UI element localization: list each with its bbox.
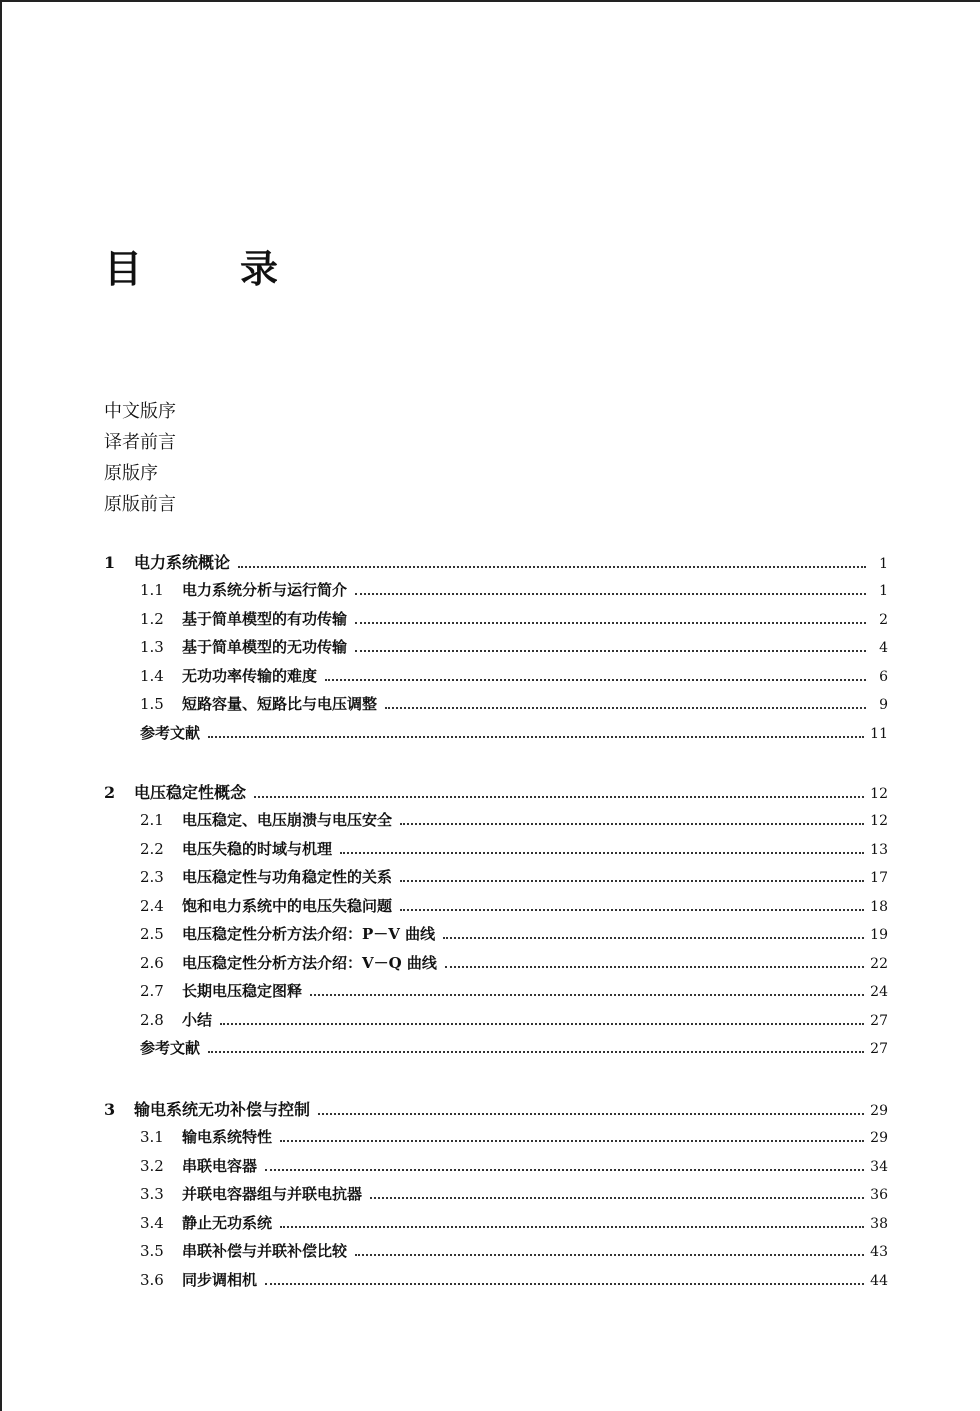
- page-number: 2: [879, 611, 888, 628]
- page-number: 29: [870, 1103, 888, 1119]
- dot-leader: [355, 593, 866, 595]
- toc-section[interactable]: [104, 980, 888, 1009]
- toc-section[interactable]: [104, 608, 888, 637]
- section-title: 小结: [182, 1010, 213, 1029]
- toc-section[interactable]: [104, 895, 888, 924]
- page-number: 43: [870, 1244, 888, 1260]
- toc-section[interactable]: [104, 923, 888, 952]
- chapter-title: 输电系统无功补偿与控制: [134, 1100, 311, 1119]
- toc-section[interactable]: [104, 1183, 888, 1212]
- section-title: 并联电容器组与并联电抗器: [182, 1185, 363, 1203]
- page-number: 18: [870, 898, 888, 915]
- page-border-left: [0, 0, 2, 1411]
- dot-leader: [265, 1283, 864, 1285]
- dot-leader: [220, 1023, 864, 1025]
- section-title: 基于简单模型的无功传输: [182, 638, 348, 656]
- page-number: 27: [870, 1041, 888, 1057]
- section-title: 电力系统分析与运行简介: [182, 581, 348, 599]
- toc-section[interactable]: [104, 1009, 888, 1038]
- section-title: 电压稳定性与功角稳定性的关系: [182, 868, 393, 886]
- toc-chapter-heading[interactable]: [104, 1097, 888, 1126]
- toc-section[interactable]: [104, 1212, 888, 1241]
- toc-chapter-2: [104, 780, 888, 1066]
- toc-section[interactable]: [104, 1269, 888, 1298]
- chapter-number: 2: [104, 783, 116, 802]
- dot-leader: [318, 1113, 864, 1115]
- section-number: 2.3: [140, 868, 164, 886]
- section-number: 1.1: [140, 581, 164, 599]
- chapter-title: 电压稳定性概念: [134, 783, 247, 802]
- page-number: 44: [870, 1272, 888, 1289]
- section-number: 1.3: [140, 638, 164, 656]
- dot-leader: [370, 1197, 864, 1199]
- page-number: 38: [870, 1215, 888, 1232]
- page-number: 29: [870, 1130, 888, 1146]
- section-number: 3.4: [140, 1213, 164, 1232]
- toc-section[interactable]: [104, 665, 888, 694]
- dot-leader: [254, 796, 864, 798]
- references-title: 参考文献: [140, 1039, 201, 1057]
- toc-section[interactable]: [104, 1240, 888, 1269]
- page-number: 36: [870, 1187, 888, 1203]
- dot-leader: [355, 622, 866, 624]
- chapter-number: 3: [104, 1100, 116, 1119]
- page-number: 22: [870, 955, 888, 972]
- dot-leader: [445, 966, 864, 968]
- page-number: 19: [870, 927, 888, 943]
- toc-references[interactable]: [104, 722, 888, 751]
- page-number: 24: [870, 984, 888, 1000]
- toc-section[interactable]: [104, 1126, 888, 1155]
- page-number: 11: [870, 725, 888, 742]
- dot-leader: [400, 909, 864, 911]
- section-title: 基于简单模型的有功传输: [182, 609, 348, 628]
- toc-section[interactable]: [104, 693, 888, 722]
- toc-section[interactable]: [104, 809, 888, 838]
- page-border-top: [0, 0, 980, 2]
- section-title: 电压稳定性分析方法介绍：V－Q 曲线: [182, 953, 437, 972]
- dot-leader: [325, 679, 866, 681]
- section-number: 3.1: [140, 1128, 164, 1146]
- references-title: 参考文献: [140, 723, 201, 742]
- front-matter-item[interactable]: 原版前言: [104, 494, 176, 515]
- section-title: 串联电容器: [182, 1156, 258, 1175]
- section-title: 长期电压稳定图释: [182, 982, 303, 1000]
- section-title: 同步调相机: [182, 1270, 258, 1289]
- dot-leader: [208, 1051, 864, 1053]
- chapter-number: 1: [104, 553, 116, 572]
- section-title: 电压失稳的时域与机理: [182, 839, 333, 858]
- section-number: 2.8: [140, 1010, 164, 1029]
- page-title: 目 录: [104, 247, 309, 291]
- section-number: 2.6: [140, 953, 164, 972]
- page-number: 12: [870, 813, 888, 829]
- dot-leader: [238, 566, 866, 568]
- page-number: 27: [870, 1012, 888, 1029]
- toc-chapter-heading[interactable]: [104, 550, 888, 579]
- section-number: 1.5: [140, 695, 164, 713]
- toc-section[interactable]: [104, 838, 888, 867]
- section-number: 1.2: [140, 609, 164, 628]
- front-matter-item[interactable]: 原版序: [104, 463, 158, 484]
- section-number: 2.4: [140, 896, 164, 915]
- toc-chapter-1: [104, 550, 888, 751]
- toc-references[interactable]: [104, 1037, 888, 1066]
- section-title: 静止无功系统: [182, 1213, 273, 1232]
- toc-section[interactable]: [104, 866, 888, 895]
- dot-leader: [310, 994, 864, 996]
- dot-leader: [400, 880, 864, 882]
- section-title: 输电系统特性: [182, 1128, 273, 1146]
- page-number: 6: [879, 668, 888, 685]
- chapter-title: 电力系统概论: [134, 553, 231, 572]
- page-number: 1: [879, 583, 888, 599]
- page-number: 34: [870, 1158, 888, 1175]
- section-title: 电压稳定性分析方法介绍：P－V 曲线: [182, 925, 436, 943]
- page-number: 9: [879, 697, 888, 713]
- section-number: 3.3: [140, 1185, 164, 1203]
- page-number: 4: [879, 640, 888, 656]
- section-title: 串联补偿与并联补偿比较: [182, 1242, 348, 1260]
- dot-leader: [385, 707, 866, 709]
- dot-leader: [443, 937, 864, 939]
- dot-leader: [265, 1169, 864, 1171]
- page-number: 1: [879, 556, 888, 572]
- section-number: 3.2: [140, 1156, 164, 1175]
- toc-section[interactable]: [104, 1155, 888, 1184]
- page-number: 12: [870, 786, 888, 802]
- page-number: 13: [870, 841, 888, 858]
- toc-section[interactable]: [104, 579, 888, 608]
- section-number: 2.1: [140, 811, 164, 829]
- dot-leader: [280, 1140, 864, 1142]
- dot-leader: [340, 852, 864, 854]
- section-title: 短路容量、短路比与电压调整: [182, 695, 378, 713]
- section-title: 饱和电力系统中的电压失稳问题: [182, 896, 393, 915]
- section-number: 2.5: [140, 925, 164, 943]
- dot-leader: [400, 823, 864, 825]
- toc-section[interactable]: [104, 636, 888, 665]
- toc-chapter-heading[interactable]: [104, 780, 888, 809]
- section-number: 2.2: [140, 839, 164, 858]
- section-title: 无功功率传输的难度: [182, 666, 318, 685]
- toc-chapter-3: [104, 1097, 888, 1297]
- dot-leader: [355, 650, 866, 652]
- toc-section[interactable]: [104, 952, 888, 981]
- dot-leader: [280, 1226, 864, 1228]
- section-number: 1.4: [140, 666, 164, 685]
- page-number: 17: [870, 870, 888, 886]
- section-number: 2.7: [140, 982, 164, 1000]
- dot-leader: [208, 736, 864, 738]
- section-number: 3.5: [140, 1242, 164, 1260]
- front-matter-item[interactable]: 译者前言: [104, 432, 176, 453]
- front-matter-list: [104, 396, 176, 520]
- section-number: 3.6: [140, 1270, 164, 1289]
- front-matter-item[interactable]: 中文版序: [104, 401, 176, 422]
- section-title: 电压稳定、电压崩溃与电压安全: [182, 811, 393, 829]
- dot-leader: [355, 1254, 864, 1256]
